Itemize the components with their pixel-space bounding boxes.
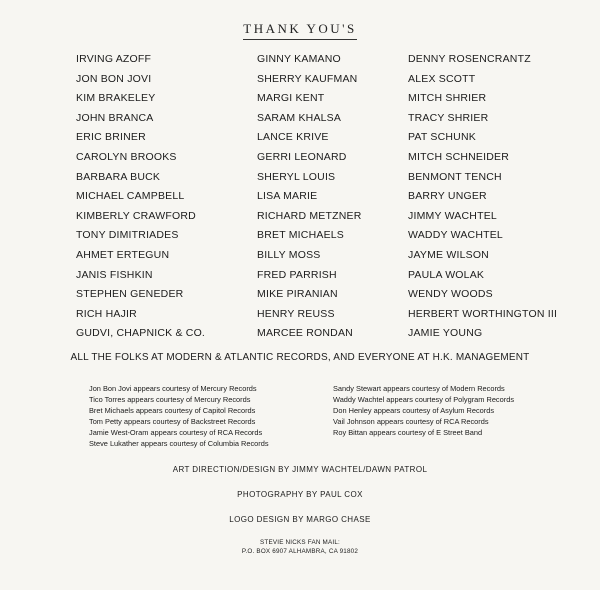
credit-line: Tico Torres appears courtesy of Mercury Records [89, 395, 251, 404]
name-entry: BRET MICHAELS [257, 229, 345, 242]
credits-column-right [333, 383, 514, 438]
name-entry: KIM BRAKELEY [76, 92, 156, 105]
name-entry: SHERRY KAUFMAN [257, 72, 358, 85]
name-entry: LANCE KRIVE [257, 131, 329, 144]
credit-line: Jon Bon Jovi appears courtesy of Mercury Records [89, 384, 257, 393]
page-title [0, 20, 600, 38]
name-entry: MITCH SHRIER [408, 92, 487, 105]
name-entry: BENMONT TENCH [408, 170, 502, 183]
name-entry: TRACY SHRIER [408, 111, 489, 124]
name-entry: MITCH SCHNEIDER [408, 150, 510, 163]
name-entry: HERBERT WORTHINGTON III [408, 307, 558, 320]
logo-design-credit: LOGO DESIGN BY MARGO CHASE [229, 515, 371, 524]
name-entry: BILLY MOSS [257, 248, 321, 261]
folks-line: ALL THE FOLKS AT MODERN & ATLANTIC RECORDS, AND EVERYONE AT H.K. MANAGEMENT [70, 352, 530, 363]
credits-column-left [89, 383, 269, 449]
photography-credit: PHOTOGRAPHY BY PAUL COX [237, 490, 363, 499]
names-column-2 [257, 50, 362, 344]
name-entry: SHERYL LOUIS [257, 170, 336, 183]
fan-mail-heading: STEVIE NICKS FAN MAIL: [260, 539, 340, 546]
name-entry: STEPHEN GENEDER [76, 288, 184, 301]
name-entry: SARAM KHALSA [257, 111, 342, 124]
name-entry: MARGI KENT [257, 92, 325, 105]
thank-you-names [0, 50, 600, 350]
name-entry: MARCEE RONDAN [257, 327, 353, 340]
name-entry: IRVING AZOFF [76, 53, 152, 65]
courtesy-credits [0, 383, 600, 453]
name-entry: ALEX SCOTT [408, 72, 476, 85]
name-entry: BARBARA BUCK [76, 170, 161, 183]
credit-line: Tom Petty appears courtesy of Backstreet Records [89, 417, 256, 426]
name-entry: CAROLYN BROOKS [76, 150, 177, 163]
name-entry: GERRI LEONARD [257, 150, 347, 163]
credit-line: Bret Michaels appears courtesy of Capitol Records [89, 406, 256, 415]
name-entry: TONY DIMITRIADES [76, 229, 179, 242]
credit-line: Steve Lukather appears courtesy of Columbia Records [89, 439, 269, 448]
name-entry: JOHN BRANCA [76, 111, 154, 124]
credit-line: Waddy Wachtel appears courtesy of Polygram Records [333, 395, 515, 404]
name-entry: WADDY WACHTEL [408, 229, 503, 242]
art-direction-credit: ART DIRECTION/DESIGN BY JIMMY WACHTEL/DAWN PATROL [172, 465, 428, 474]
name-entry: FRED PARRISH [257, 268, 337, 281]
name-entry: PAULA WOLAK [408, 268, 485, 281]
names-column-3 [408, 50, 557, 344]
names-column-1 [76, 50, 205, 344]
name-entry: JAYME WILSON [408, 248, 489, 261]
credit-line: Jamie West-Oram appears courtesy of RCA Records [89, 428, 263, 437]
name-entry: RICH HAJIR [76, 307, 137, 320]
credit-line: Roy Bittan appears courtesy of E Street Band [333, 428, 483, 437]
credit-line: Sandy Stewart appears courtesy of Modern Records [333, 384, 505, 393]
name-entry: DENNY ROSENCRANTZ [408, 53, 531, 65]
title-text: THANK YOU'S [243, 21, 357, 40]
name-entry: GINNY KAMANO [257, 53, 341, 65]
name-entry: PAT SCHUNK [408, 131, 476, 144]
name-entry: HENRY REUSS [257, 307, 335, 320]
name-entry: KIMBERLY CRAWFORD [76, 209, 196, 222]
name-entry: LISA MARIE [257, 190, 318, 203]
name-entry: ERIC BRINER [76, 131, 146, 144]
name-entry: MIKE PIRANIAN [257, 288, 338, 301]
name-entry: JANIS FISHKIN [76, 268, 153, 281]
name-entry: BARRY UNGER [408, 190, 487, 203]
credit-line: Don Henley appears courtesy of Asylum Records [333, 406, 495, 415]
fan-mail-po-box: P.O. BOX 6907 ALHAMBRA, CA 91802 [241, 547, 359, 555]
name-entry: MICHAEL CAMPBELL [76, 190, 185, 203]
credit-line: Vail Johnson appears courtesy of RCA Records [333, 417, 489, 426]
name-entry: JON BON JOVI [76, 72, 152, 85]
fan-mail-address [0, 539, 600, 556]
name-entry: WENDY WOODS [408, 288, 493, 301]
name-entry: JIMMY WACHTEL [408, 209, 497, 222]
name-entry: JAMIE YOUNG [408, 327, 483, 340]
name-entry: RICHARD METZNER [257, 209, 362, 222]
name-entry: AHMET ERTEGUN [76, 248, 170, 261]
name-entry: GUDVI, CHAPNICK & CO. [76, 327, 206, 340]
